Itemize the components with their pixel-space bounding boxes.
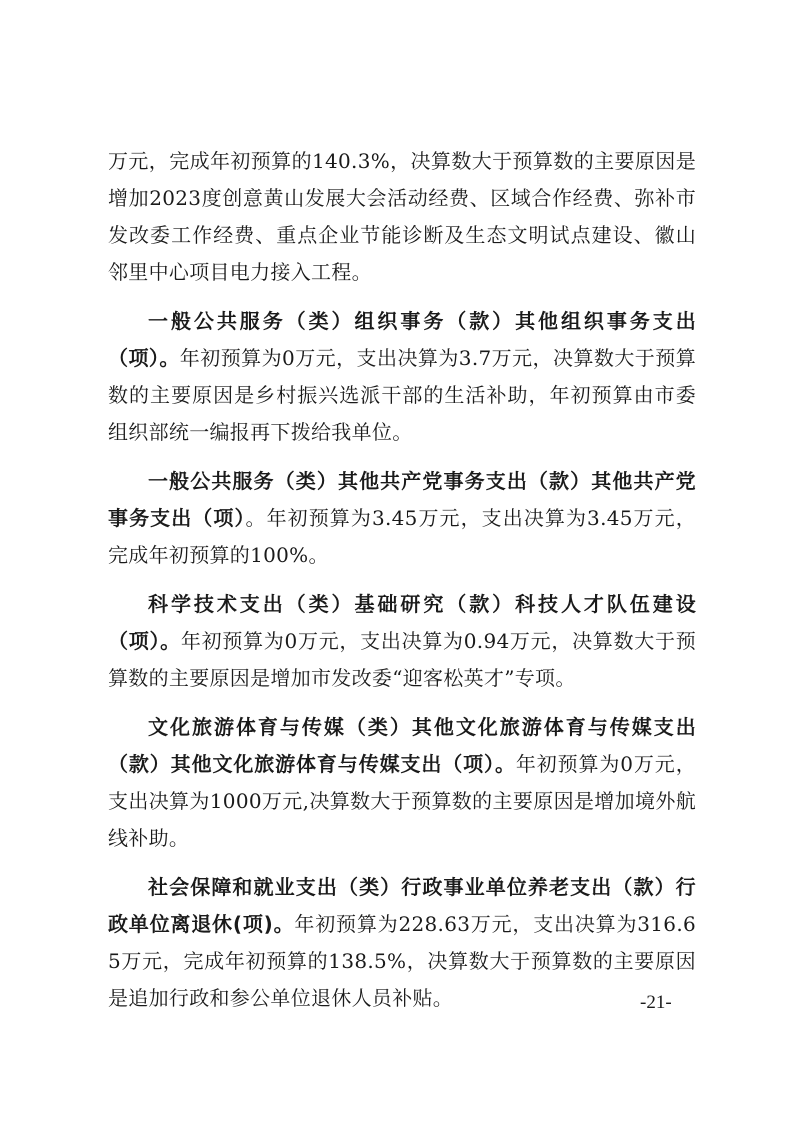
paragraph-social-security (108, 869, 696, 1017)
paragraph-text: 年初预算为228.63万元，支出决算为316.65万元，完成年初预算的138.5%，决算数大于预算数的主要原因是追加行政和参公单位退休人员补贴。 (108, 912, 697, 1010)
paragraph-heading: 一般公共服务（类）组织事务（款）其他组织事务支出（项）。 (108, 309, 696, 370)
paragraph-text: 年初预算为0万元，支出决算为1000万元,决算数大于预算数的主要原因是增加境外航线补助。 (108, 752, 697, 850)
paragraph-text: 年初预算为0万元，支出决算为0.94万元，决算数大于预算数的主要原因是增加市发改委“迎客松英才”专项。 (108, 629, 697, 690)
paragraph-text: 万元，完成年初预算的140.3%，决算数大于预算数的主要原因是增加2023度创意黄山发展大会活动经费、区域合作经费、弥补市发改委工作经费、重点企业节能诊断及生态文明试点建设、徽山邻里中心项目电力接入工程。 (108, 149, 696, 284)
document-body (108, 143, 696, 1017)
paragraph-heading: 社会保障和就业支出（类）行政事业单位养老支出（款）行政单位离退休(项)。 (108, 875, 696, 936)
paragraph-party-affairs (108, 463, 696, 574)
paragraph-text: 年初预算为0万元，支出决算为3.7万元，决算数大于预算数的主要原因是乡村振兴选派干部的生活补助，年初预算由市委组织部统一编报再下拨给我单位。 (108, 346, 696, 444)
page-number: -21- (640, 992, 672, 1013)
paragraph-heading: 一般公共服务（类）其他共产党事务支出（款）其他共产党事务支出（项） (108, 469, 696, 530)
paragraph-heading: 科学技术支出（类）基础研究（款）科技人才队伍建设（项）。 (108, 592, 696, 653)
paragraph-culture-tourism (108, 709, 696, 857)
paragraph-science-technology (108, 586, 696, 697)
paragraph-organization-affairs (108, 303, 696, 451)
paragraph-text: 。年初预算为3.45万元，支出决算为3.45万元，完成年初预算的100%。 (108, 506, 696, 567)
paragraph-heading: 文化旅游体育与传媒（类）其他文化旅游体育与传媒支出（款）其他文化旅游体育与传媒支出（项）。 (108, 715, 696, 776)
paragraph-budget-summary (108, 143, 696, 291)
